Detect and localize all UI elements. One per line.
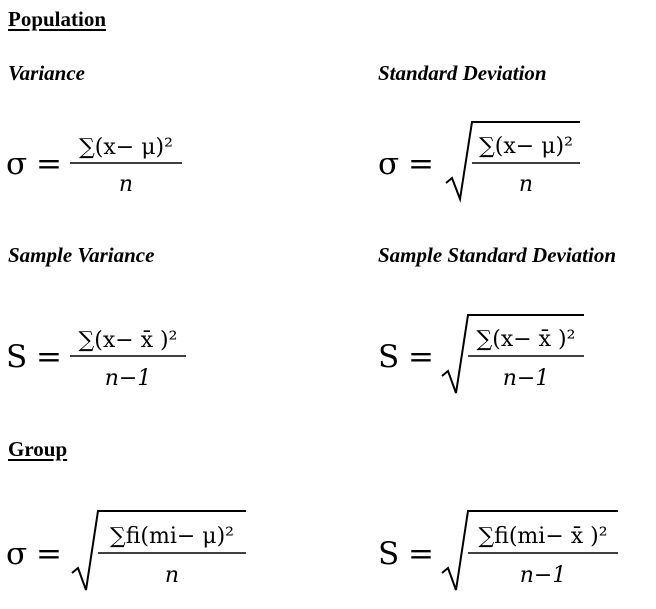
formula-numerator: ∑(x− μ)² [79, 135, 173, 160]
formula-lhs: σ [378, 146, 400, 182]
formula-equals: = [36, 536, 62, 572]
label-sample-variance: Sample Variance [8, 243, 155, 267]
formula-lhs: σ [6, 536, 28, 572]
label-variance: Variance [8, 61, 86, 85]
formula-sample-variance [0, 313, 260, 403]
formula-numerator: ∑fi(mi− x̄ )² [478, 524, 608, 549]
formula-numerator: ∑fi(mi− μ)² [110, 524, 234, 549]
formula-equals: = [408, 536, 434, 572]
formula-equals: = [408, 339, 434, 375]
formula-population-sd [372, 115, 632, 210]
formula-denominator: n [164, 563, 180, 588]
formula-numerator: ∑(x− x̄ )² [78, 328, 178, 353]
formula-numerator: ∑(x− x̄ )² [476, 327, 576, 352]
formula-lhs: σ [6, 146, 28, 182]
formula-equals: = [36, 146, 62, 182]
formula-denominator: n−1 [502, 366, 550, 391]
formula-numerator: ∑(x− μ)² [479, 134, 573, 159]
label-sample-standard-deviation: Sample Standard Deviation [378, 243, 617, 267]
formula-lhs: S [6, 339, 28, 375]
label-standard-deviation: Standard Deviation [378, 61, 547, 85]
formula-group-sample-sd [372, 503, 642, 603]
formula-denominator: n [118, 172, 134, 197]
formula-denominator: n [518, 172, 534, 197]
formula-group-population-sd [0, 503, 270, 603]
section-heading-group: Group [8, 437, 68, 461]
formula-lhs: S [378, 536, 400, 572]
formula-equals: = [408, 146, 434, 182]
formula-sample-sd [372, 308, 632, 403]
radical-sign [72, 511, 246, 590]
formula-denominator: n−1 [104, 366, 152, 391]
formula-lhs: S [378, 339, 400, 375]
section-heading-population: Population [8, 7, 107, 31]
formula-denominator: n−1 [519, 563, 567, 588]
formula-population-variance [0, 120, 260, 210]
formula-equals: = [36, 339, 62, 375]
